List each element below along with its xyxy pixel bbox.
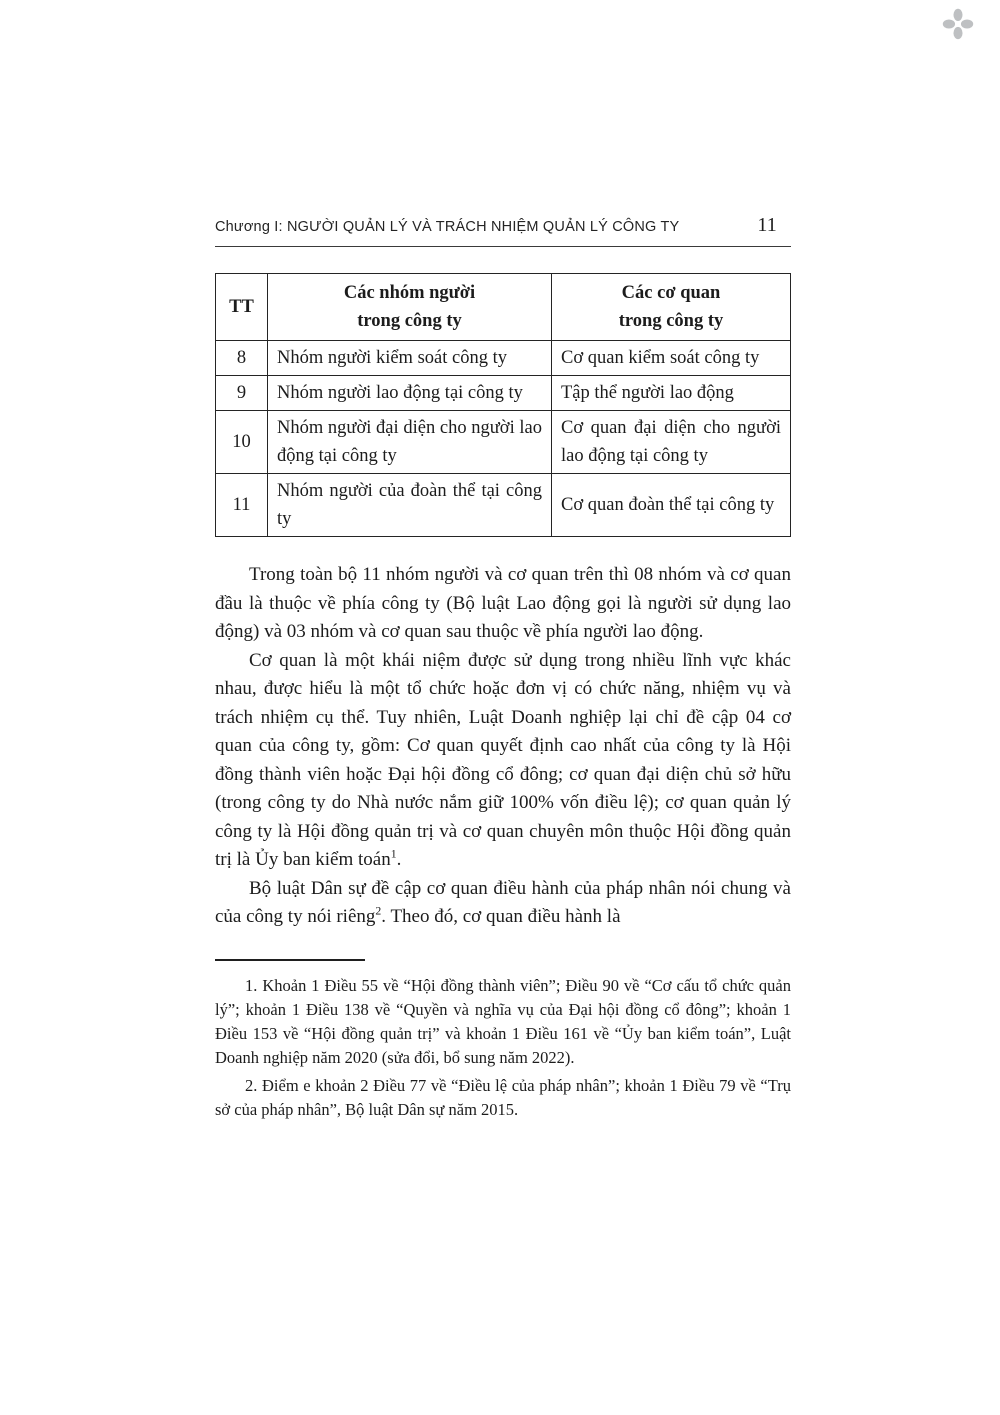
table-row	[216, 376, 791, 411]
table-header-groups: Các nhóm người trong công ty	[268, 274, 552, 341]
row-organ: Cơ quan đại diện cho người lao động tại công ty	[552, 411, 791, 474]
table-row	[216, 474, 791, 537]
paragraph: Bộ luật Dân sự đề cập cơ quan điều hành của pháp nhân nói chung và của công ty nói riêng$^2$. Theo đó, cơ quan điều hành là	[215, 877, 791, 927]
row-group: Nhóm người kiểm soát công ty	[268, 341, 552, 376]
page-header	[215, 214, 791, 247]
footnote-marker: 1	[390, 847, 397, 861]
page-number: 11	[757, 214, 777, 236]
row-tt: 8	[216, 341, 268, 376]
row-group: Nhóm người của đoàn thể tại công ty	[268, 474, 552, 537]
paragraph	[215, 561, 791, 647]
row-organ: Tập thể người lao động	[552, 376, 791, 411]
paragraph-text: Bộ luật Dân sự đề cập cơ quan điều hành của pháp nhân nói chung và của công ty nói riêng	[215, 877, 791, 927]
table-header-tt: TT	[216, 274, 268, 341]
footnote: 1. Khoản 1 Điều 55 về “Hội đồng thành viên”; Điều 90 về “Cơ cấu tổ chức quản lý”; khoản 1 Điều 138 về “Quyền và nghĩa vụ của Đại hội đồng cổ đông”; khoản 1 Điều 153 về “Hội đồng quản trị” và khoản 1 Điều 161 về “Ủy ban kiểm toán”, Luật Doanh nghiệp năm 2020 (sửa đổi, bổ sung năm 2022).	[215, 975, 791, 1067]
body-text	[215, 561, 791, 932]
groups-organs-table	[215, 273, 791, 537]
footnote-marker: 2	[375, 904, 382, 918]
table-row	[216, 341, 791, 376]
table-header-row	[216, 274, 791, 341]
flower-icon	[942, 8, 974, 40]
paragraph-text: Trong toàn bộ 11 nhóm người và cơ quan trên thì 08 nhóm và cơ quan đầu là thuộc về phía công ty (Bộ luật Lao động gọi là người sử dụng lao động) và 03 nhóm và cơ quan sau thuộc về phía người lao động.	[215, 564, 791, 642]
row-tt: 11	[216, 474, 268, 537]
page-content	[215, 214, 791, 1126]
row-tt: 10	[216, 411, 268, 474]
row-organ: Cơ quan đoàn thể tại công ty	[552, 474, 791, 537]
footnote: 2. Điểm e khoản 2 Điều 77 về “Điều lệ của pháp nhân”; khoản 1 Điều 79 về “Trụ sở của pháp nhân”, Bộ luật Dân sự năm 2015.	[215, 1075, 791, 1119]
row-organ: Cơ quan kiểm soát công ty	[552, 341, 791, 376]
chapter-title: Chương I: NGƯỜI QUẢN LÝ VÀ TRÁCH NHIỆM QUẢN LÝ CÔNG TY	[215, 219, 680, 235]
table-row	[216, 411, 791, 474]
row-group: Nhóm người đại diện cho người lao động tại công ty	[268, 411, 552, 474]
row-tt: 9	[216, 376, 268, 411]
row-group: Nhóm người lao động tại công ty	[268, 376, 552, 411]
paragraph-text: Cơ quan là một khái niệm được sử dụng trong nhiều lĩnh vực khác nhau, được hiểu là một tổ chức hoặc đơn vị có chức năng, nhiệm vụ và trách nhiệm cụ thể. Tuy nhiên, Luật Doanh nghiệp lại chỉ đề cập 04 cơ quan của công ty, gồm: Cơ quan quyết định cao nhất của công ty là Hội đồng thành viên hoặc Đại hội đồng cổ đông; cơ quan đại diện chủ sở hữu (trong công ty do Nhà nước nắm giữ 100% vốn điều lệ); cơ quan quản lý công ty là Hội đồng quản trị và cơ quan chuyên môn thuộc Hội đồng quản trị là Ủy ban kiểm toán	[215, 649, 791, 870]
footnotes	[215, 974, 791, 1122]
footnote-separator	[215, 959, 365, 961]
table-header-organs: Các cơ quan trong công ty	[552, 274, 791, 341]
paragraph: Cơ quan là một khái niệm được sử dụng trong nhiều lĩnh vực khác nhau, được hiểu là một tổ chức hoặc đơn vị có chức năng, nhiệm vụ và trách nhiệm cụ thể. Tuy nhiên, Luật Doanh nghiệp lại chỉ đề cập 04 cơ quan của công ty, gồm: Cơ quan quyết định cao nhất của công ty là Hội đồng thành viên hoặc Đại hội đồng cổ đông; cơ quan đại diện chủ sở hữu (trong công ty do Nhà nước nắm giữ 100% vốn điều lệ); cơ quan quản lý công ty là Hội đồng quản trị và cơ quan chuyên môn thuộc Hội đồng quản trị là Ủy ban kiểm toán$^1$.	[215, 649, 791, 870]
